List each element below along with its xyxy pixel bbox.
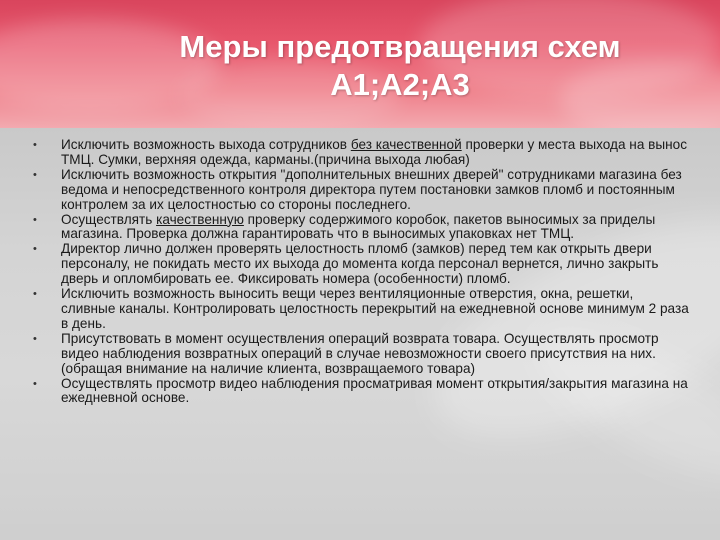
list-item xyxy=(30,332,690,377)
bullet-icon: • xyxy=(33,139,37,151)
bullet-icon: • xyxy=(33,213,37,226)
slide-title xyxy=(150,28,650,104)
list-item-text: Присутствовать в момент осуществления операций возврата товара. Осуществлять просмотр видео наблюдения возвратных операций в случае невозможности своего присутствия на них. (обращая внимание на наличие клиента, возвращаемого товара) xyxy=(61,330,659,376)
list-item xyxy=(30,242,690,287)
list-item-text: Осуществлять xyxy=(61,211,157,227)
bullet-icon: • xyxy=(33,288,37,301)
bottom-strip xyxy=(0,524,720,540)
list-item-text: Директор лично должен проверять целостность пломб (замков) перед тем как открыть двери персоналу, не покидать место их выхода до момента когда персонал вернется, лично закрыть дверь и опломбировать ее. Фиксировать номера (особенности) пломб. xyxy=(61,241,659,287)
slide-title-line2: А1;А2;А3 xyxy=(330,67,470,102)
list-item-text: Исключить возможность выхода сотрудников xyxy=(61,137,351,152)
list-item xyxy=(30,377,690,407)
list-item xyxy=(30,213,690,243)
bullet-icon: • xyxy=(33,377,37,390)
list-item xyxy=(30,138,690,168)
list-item xyxy=(30,168,690,213)
list-item-text: проверки у места выхода на вынос ТМЦ. Сумки, верхняя одежда, карманы.(причина выхода любая) xyxy=(61,137,688,167)
slide-title-line1: Меры предотвращения схем xyxy=(179,29,621,64)
list-item-text: Исключить возможность выносить вещи через вентиляционные отверстия, окна, решетки, сливные каналы. Контролировать целостность перекрытий на ежедневной основе минимум 2 раза в день. xyxy=(61,286,689,331)
list-item-text: Исключить возможность открытия "дополнительных внешних дверей" сотрудниками магазина без ведома и непосредственного контроля директора путем постановки замков пломб и постоянным контролем за их целостностью со стороны последнего. xyxy=(61,166,682,212)
list-item-underlined-text: без качественной xyxy=(350,137,462,152)
list-item-text: проверку содержимого коробок, пакетов выносимых за приделы магазина. Проверка должна гарантировать что в выносимых упаковках нет ТМЦ. xyxy=(61,211,656,242)
slide-content xyxy=(30,138,690,406)
bullet-icon: • xyxy=(33,168,37,181)
bullet-icon: • xyxy=(33,243,37,256)
bullet-list xyxy=(30,138,690,406)
list-item xyxy=(30,287,690,332)
bullet-icon: • xyxy=(33,332,37,345)
list-item-underlined-text: качественную xyxy=(156,211,244,227)
list-item-text: Осуществлять просмотр видео наблюдения просматривая момент открытия/закрытия магазина на ежедневной основе. xyxy=(61,375,688,406)
